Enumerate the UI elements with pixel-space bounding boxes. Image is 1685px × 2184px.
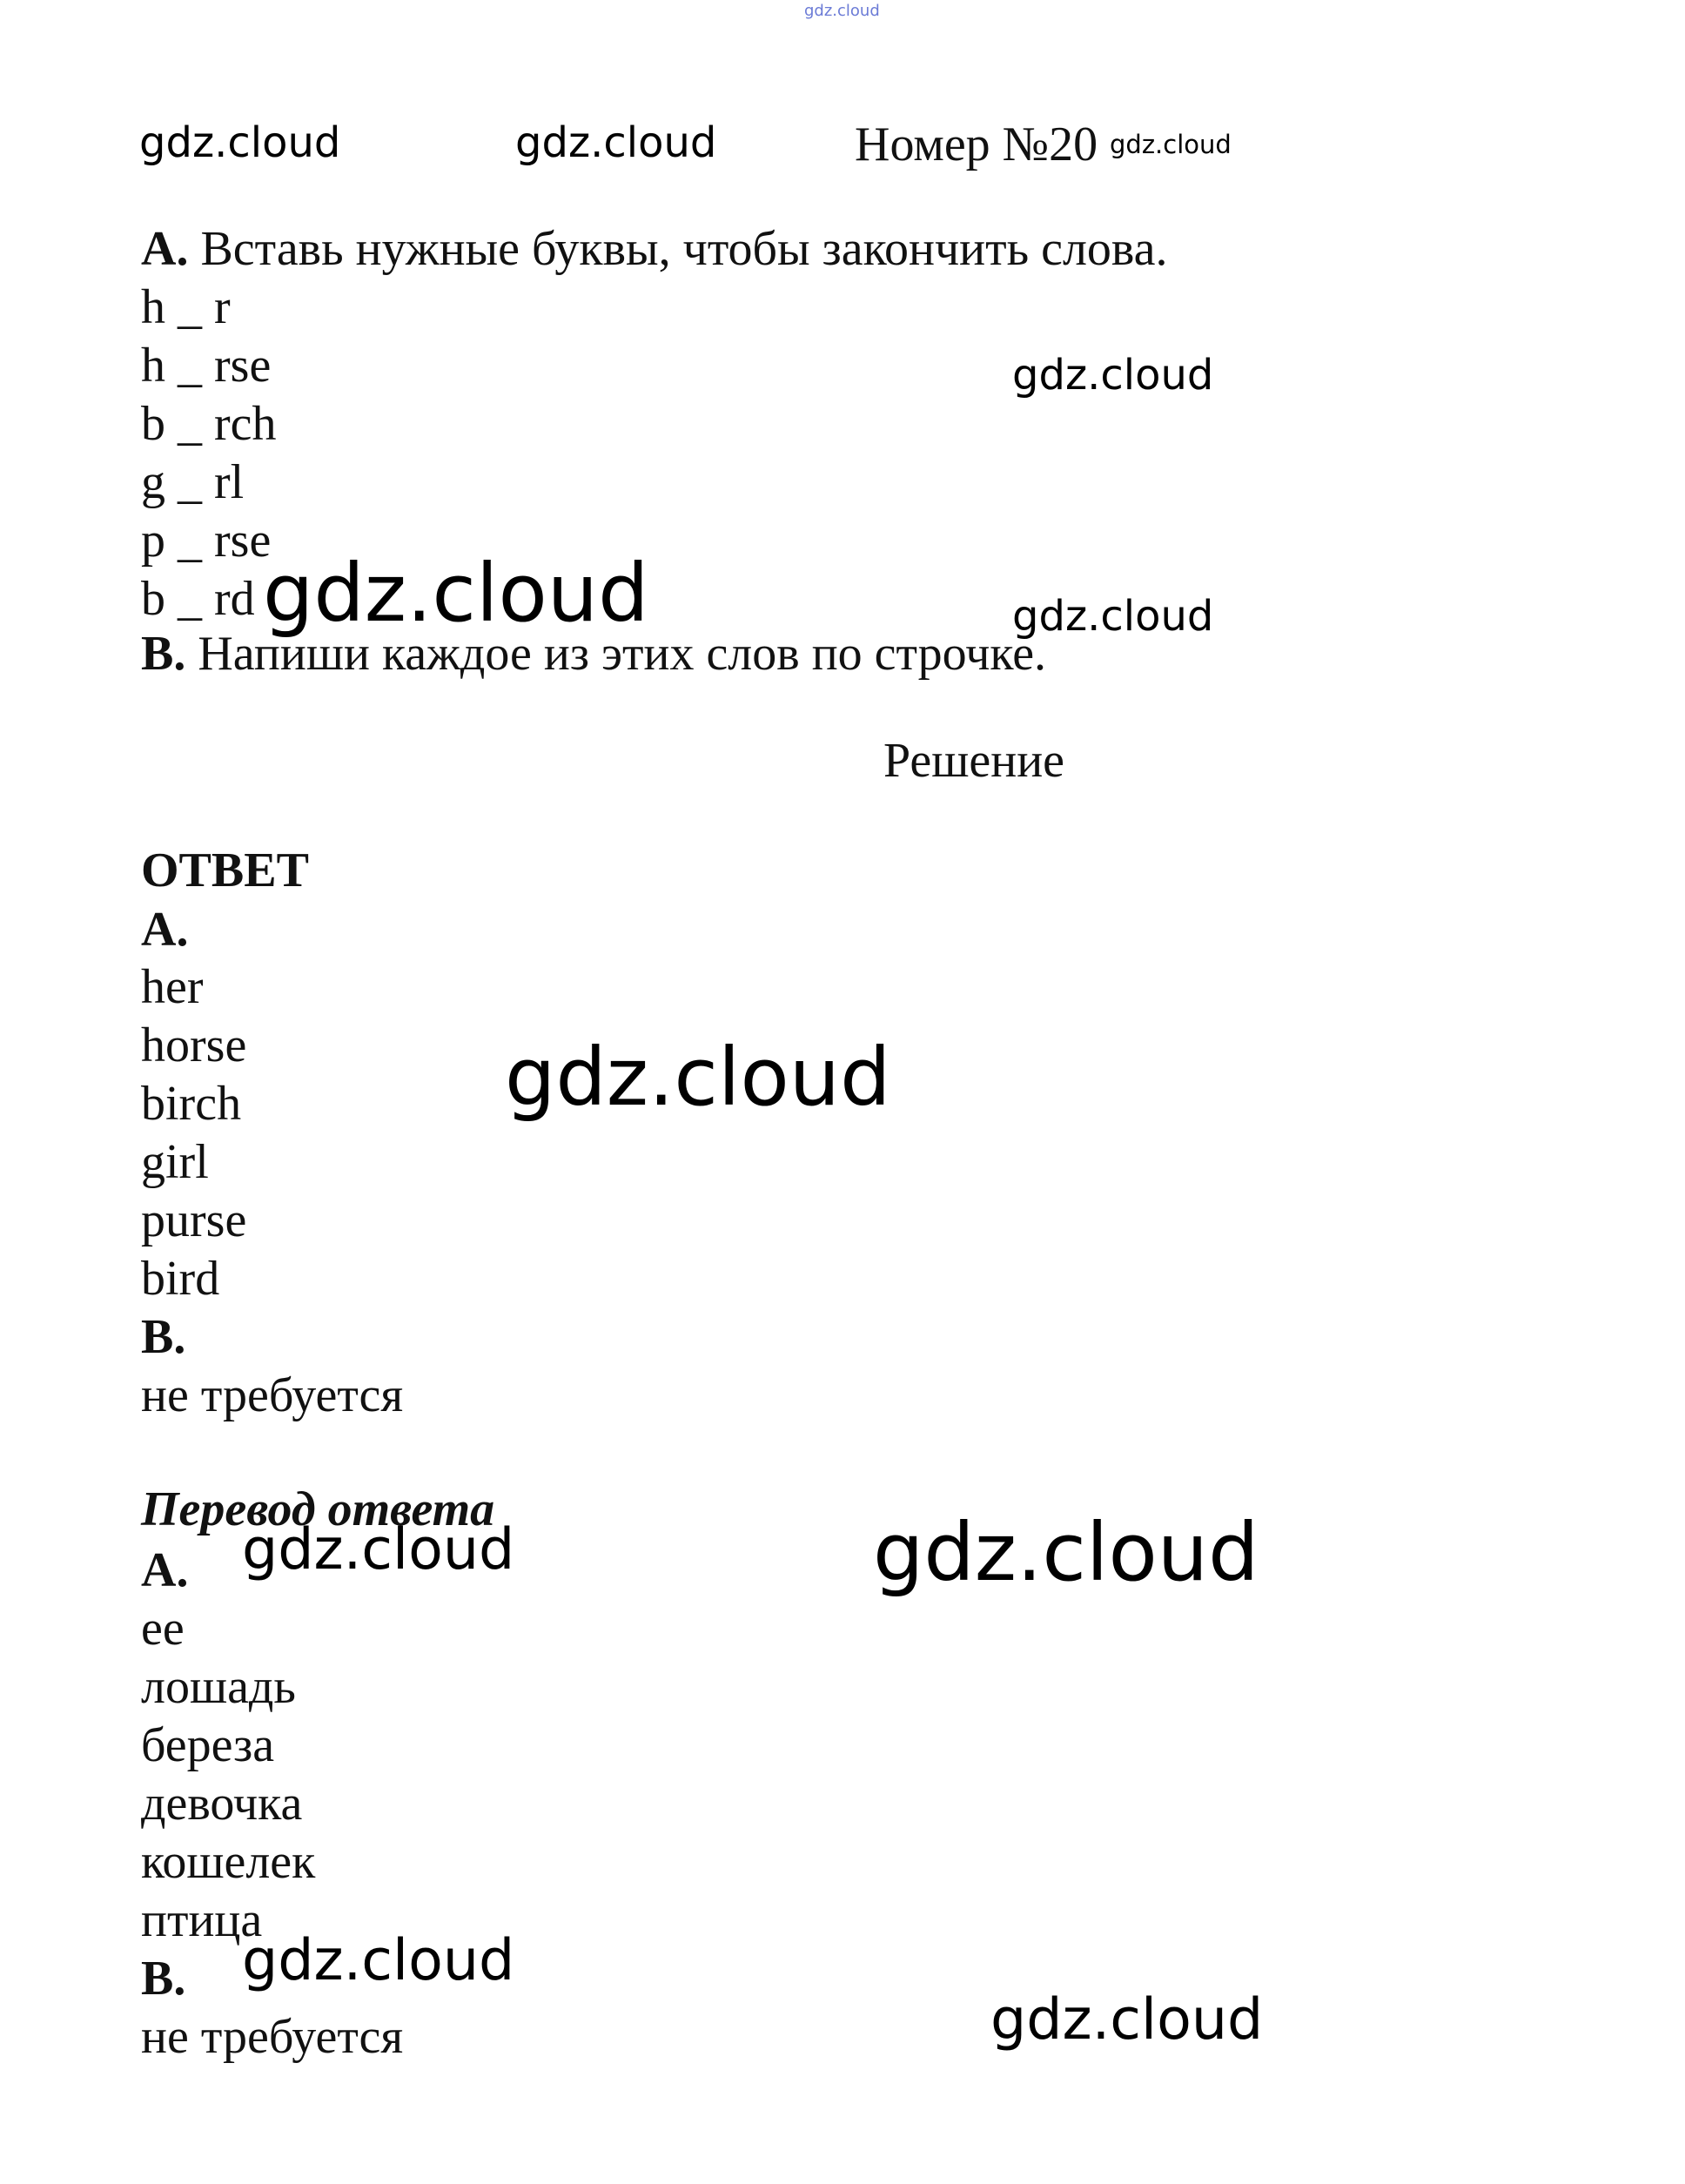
translation-word: береза xyxy=(141,1718,275,1772)
translation-heading: Перевод ответа xyxy=(141,1482,495,1536)
watermark: gdz.cloud xyxy=(505,1031,891,1124)
watermark: gdz.cloud xyxy=(804,2,880,20)
task-b-line xyxy=(141,627,1047,681)
watermark: gdz.cloud xyxy=(873,1506,1259,1599)
answer-b-text: не требуется xyxy=(141,1368,404,1422)
answer-heading: ОТВЕТ xyxy=(141,843,309,897)
watermark: gdz.cloud xyxy=(515,118,717,167)
watermark: gdz.cloud xyxy=(1012,592,1214,641)
answer-word: birch xyxy=(141,1077,242,1131)
translation-b-label: В. xyxy=(141,1952,186,2006)
task-word: h _ r xyxy=(141,280,231,334)
translation-a-label: А. xyxy=(141,1543,189,1597)
watermark: gdz.cloud xyxy=(242,1517,515,1583)
watermark: gdz.cloud xyxy=(139,118,341,167)
answer-word: bird xyxy=(141,1252,220,1306)
task-word: g _ rl xyxy=(141,455,245,509)
solution-heading: Решение xyxy=(883,734,1065,788)
watermark: gdz.cloud xyxy=(1012,351,1214,400)
task-b-label: В. xyxy=(141,627,186,681)
task-a-line xyxy=(141,222,1168,276)
task-word: h _ rse xyxy=(141,339,272,393)
task-word: p _ rse xyxy=(141,514,272,568)
page-title: Номер №20 xyxy=(855,118,1098,171)
answer-word: girl xyxy=(141,1135,209,1189)
answer-word: purse xyxy=(141,1193,247,1247)
answer-word: her xyxy=(141,960,204,1014)
answer-b-label: В. xyxy=(141,1310,186,1364)
watermark: gdz.cloud xyxy=(990,1987,1264,2053)
translation-word: кошелек xyxy=(141,1835,316,1889)
answer-a-label: А. xyxy=(141,903,189,957)
task-word: b _ rd xyxy=(141,572,255,626)
translation-word: лошадь xyxy=(141,1660,296,1714)
task-a-instruction: Вставь нужные буквы, чтобы закончить слова. xyxy=(200,222,1168,276)
translation-word: девочка xyxy=(141,1777,303,1831)
task-a-label: А. xyxy=(141,222,189,276)
task-b-instruction: Напиши каждое из этих слов по строчке. xyxy=(198,627,1047,681)
translation-word: птица xyxy=(141,1893,263,1947)
translation-word: ее xyxy=(141,1602,185,1656)
watermark: gdz.cloud xyxy=(1110,130,1232,159)
task-word: b _ rch xyxy=(141,397,277,451)
translation-b-text: не требуется xyxy=(141,2010,404,2064)
watermark: gdz.cloud xyxy=(263,547,649,640)
answer-word: horse xyxy=(141,1018,247,1072)
watermark: gdz.cloud xyxy=(242,1928,515,1993)
